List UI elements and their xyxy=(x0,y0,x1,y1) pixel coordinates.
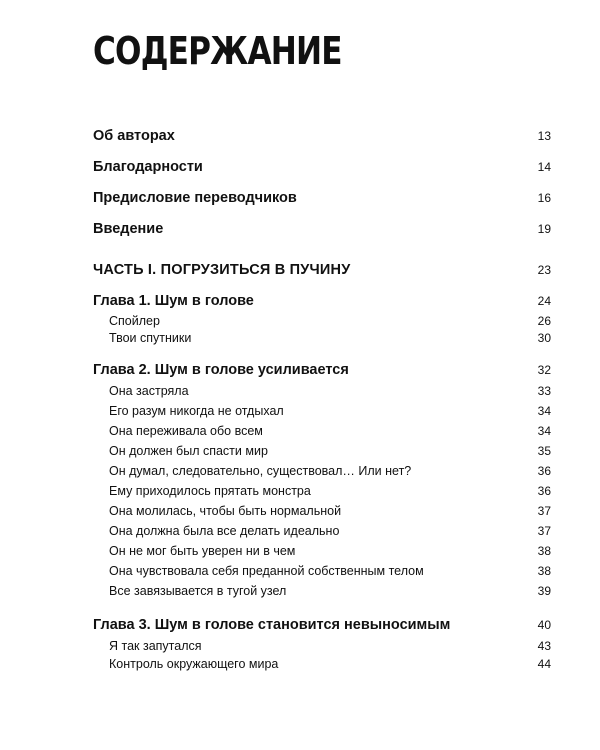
section-label: Контроль окружающего мира xyxy=(109,657,279,671)
toc-entry[interactable] xyxy=(93,190,551,206)
chapter-page: 24 xyxy=(537,294,551,308)
chapter-page: 32 xyxy=(537,363,551,377)
toc-entry-page: 16 xyxy=(537,191,551,205)
toc-entry-label: Введение xyxy=(93,221,164,237)
toc-section[interactable] xyxy=(109,524,551,538)
section-label: Она застряла xyxy=(109,384,189,398)
toc-chapter-2[interactable] xyxy=(93,362,551,378)
toc-entry-label: Предисловие переводчиков xyxy=(93,190,297,206)
section-page: 37 xyxy=(537,524,551,538)
section-label: Она должна была все делать идеально xyxy=(109,524,340,538)
section-label: Все завязывается в тугой узел xyxy=(109,584,287,598)
toc-section[interactable] xyxy=(109,544,551,558)
section-label: Он думал, следовательно, существовал… Или нет? xyxy=(109,464,412,478)
toc-section[interactable] xyxy=(109,657,551,671)
toc-entry[interactable] xyxy=(93,221,551,237)
section-page: 34 xyxy=(537,424,551,438)
part-page: 23 xyxy=(537,263,551,277)
toc-section[interactable] xyxy=(109,404,551,418)
toc-section[interactable] xyxy=(109,504,551,518)
section-page: 43 xyxy=(537,639,551,653)
toc-section[interactable] xyxy=(109,444,551,458)
toc-section[interactable] xyxy=(109,331,551,345)
section-label: Она молилась, чтобы быть нормальной xyxy=(109,504,342,518)
toc-entry-page: 14 xyxy=(537,160,551,174)
section-label: Он не мог быть уверен ни в чем xyxy=(109,544,296,558)
section-page: 38 xyxy=(537,564,551,578)
chapter-page: 40 xyxy=(537,618,551,632)
chapter-label: Глава 2. Шум в голове усиливается xyxy=(93,362,349,378)
toc-entry-page: 19 xyxy=(537,222,551,236)
section-page: 44 xyxy=(537,657,551,671)
section-label: Он должен был спасти мир xyxy=(109,444,268,458)
toc-section[interactable] xyxy=(109,464,551,478)
section-page: 37 xyxy=(537,504,551,518)
toc-chapter-1[interactable] xyxy=(93,293,551,309)
toc-entry[interactable] xyxy=(93,159,551,175)
section-page: 39 xyxy=(537,584,551,598)
section-page: 36 xyxy=(537,484,551,498)
section-page: 36 xyxy=(537,464,551,478)
toc-section[interactable] xyxy=(109,564,551,578)
section-label: Спойлер xyxy=(109,314,160,328)
chapter-label: Глава 3. Шум в голове становится невыносимым xyxy=(93,617,451,633)
toc-section[interactable] xyxy=(109,639,551,653)
section-page: 26 xyxy=(537,314,551,328)
toc-entry-page: 13 xyxy=(537,129,551,143)
toc-entry-label: Об авторах xyxy=(93,128,175,144)
section-label: Ему приходилось прятать монстра xyxy=(109,484,311,498)
toc-chapter-3[interactable] xyxy=(93,617,551,633)
section-label: Его разум никогда не отдыхал xyxy=(109,404,284,418)
section-label: Она чувствовала себя преданной собственным телом xyxy=(109,564,424,578)
page-title: СОДЕРЖАНИЕ xyxy=(93,29,342,73)
toc-section[interactable] xyxy=(109,314,551,328)
section-label: Я так запутался xyxy=(109,639,202,653)
section-page: 38 xyxy=(537,544,551,558)
section-page: 35 xyxy=(537,444,551,458)
toc-section[interactable] xyxy=(109,424,551,438)
toc-section[interactable] xyxy=(109,384,551,398)
section-label: Твои спутники xyxy=(109,331,192,345)
toc-part-1[interactable] xyxy=(93,262,551,278)
chapter-label: Глава 1. Шум в голове xyxy=(93,293,254,309)
section-page: 30 xyxy=(537,331,551,345)
toc-section[interactable] xyxy=(109,584,551,598)
part-label: ЧАСТЬ I. ПОГРУЗИТЬСЯ В ПУЧИНУ xyxy=(93,262,351,278)
section-page: 33 xyxy=(537,384,551,398)
toc-entry[interactable] xyxy=(93,128,551,144)
toc-section[interactable] xyxy=(109,484,551,498)
section-label: Она переживала обо всем xyxy=(109,424,263,438)
section-page: 34 xyxy=(537,404,551,418)
toc-entry-label: Благодарности xyxy=(93,159,203,175)
